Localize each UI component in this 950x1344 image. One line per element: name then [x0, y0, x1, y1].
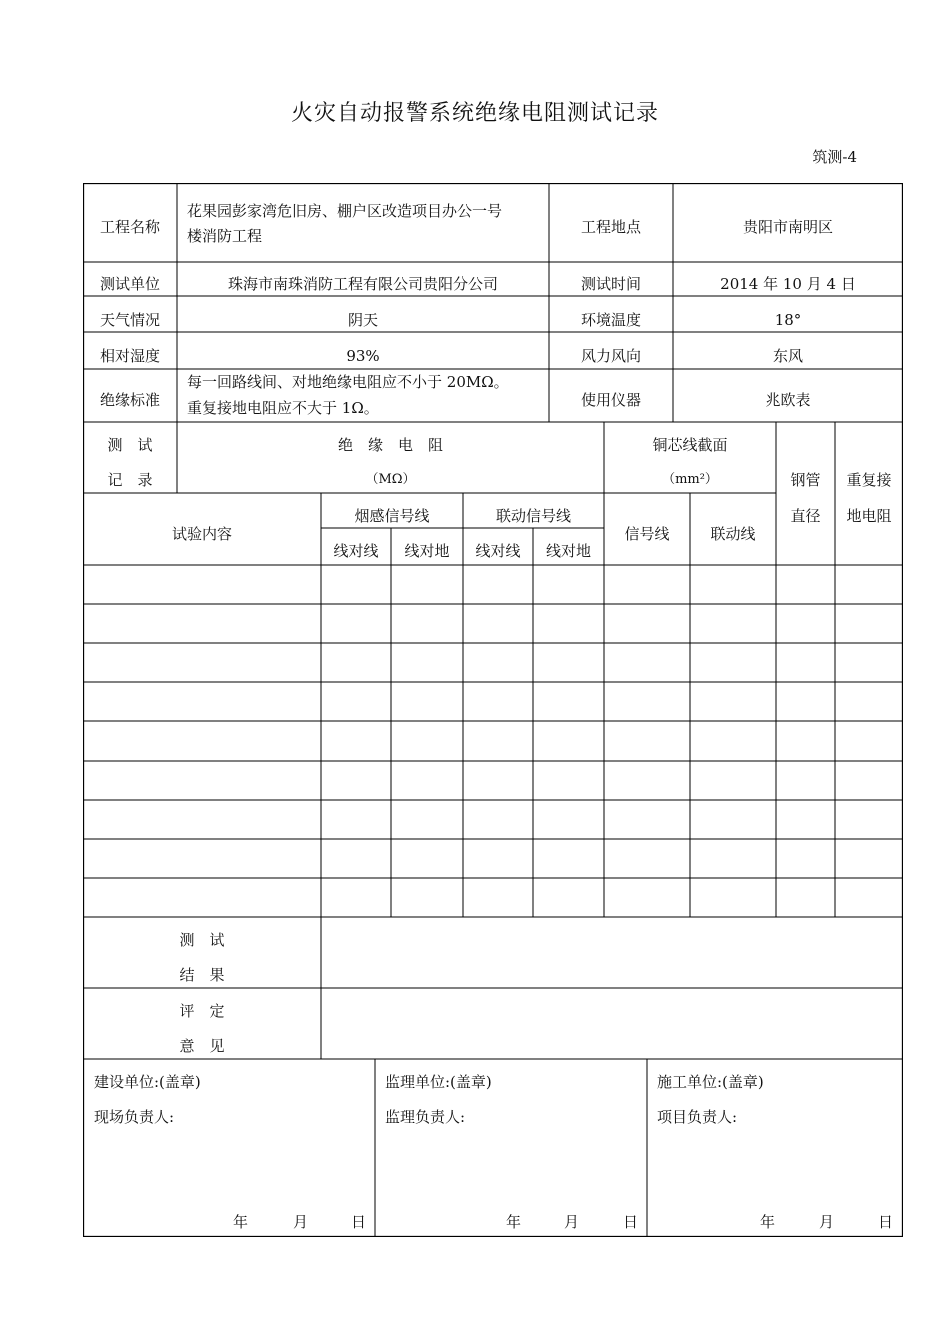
wind-label: 风力风向: [580, 347, 641, 365]
contractor-month: 月: [819, 1213, 835, 1231]
project-location-value: 贵阳市南明区: [742, 218, 833, 236]
test-unit-label: 测试单位: [99, 275, 160, 293]
smoke-line-to-line: 线对线: [333, 542, 379, 560]
link-line-to-line: 线对线: [475, 542, 521, 560]
link-line-to-ground: 线对地: [545, 542, 591, 560]
section-header: 铜芯线截面: [652, 436, 728, 454]
construction-unit-label: 建设单位:(盖章): [94, 1073, 201, 1091]
smoke-line-to-ground: 线对地: [404, 542, 450, 560]
contractor-day: 日: [878, 1213, 894, 1231]
test-time-label: 测试时间: [580, 275, 641, 293]
signal-line-header: 信号线: [624, 525, 670, 543]
wind-value: 东风: [772, 347, 803, 365]
link-signal-header: 联动信号线: [495, 507, 571, 525]
smoke-signal-header: 烟感信号线: [354, 507, 430, 525]
record-label-2: 记 录: [107, 471, 153, 489]
insulation-std-line2: 重复接地电阻应不大于 1Ω。: [187, 399, 379, 417]
humidity-label: 相对湿度: [99, 347, 160, 365]
project-location-label: 工程地点: [580, 218, 641, 236]
section-unit: （mm²）: [662, 472, 718, 487]
form-code: 筑测-4: [812, 148, 857, 166]
steel-pipe-label-2: 直径: [790, 507, 821, 525]
result-label-1: 测 试: [179, 931, 225, 949]
ground-res-label-2: 地电阻: [846, 507, 892, 525]
resistance-unit: （MΩ）: [365, 472, 416, 487]
weather-label: 天气情况: [99, 311, 160, 329]
table-grid: [83, 183, 903, 1237]
env-temp-value: 18°: [774, 311, 802, 329]
weather-value: 阴天: [347, 311, 378, 329]
opinion-label-2: 意 见: [179, 1037, 225, 1055]
supervision-person-label: 监理负责人:: [385, 1108, 466, 1126]
insulation-std-label: 绝缘标准: [99, 391, 160, 409]
project-name-line1: 花果园彭家湾危旧房、棚户区改造项目办公一号: [187, 202, 503, 220]
steel-pipe-label-1: 钢管: [790, 471, 821, 489]
resistance-header: 绝 缘 电 阻: [337, 436, 443, 454]
ground-res-label-1: 重复接: [846, 471, 892, 489]
contractor-person-label: 项目负责人:: [657, 1108, 738, 1126]
supervision-unit-label: 监理单位:(盖章): [385, 1073, 492, 1091]
construction-month: 月: [293, 1213, 309, 1231]
link-line-header: 联动线: [710, 525, 756, 543]
humidity-value: 93%: [346, 347, 380, 365]
test-content-header: 试验内容: [171, 525, 232, 543]
contractor-unit-label: 施工单位:(盖章): [657, 1073, 764, 1091]
project-name-line2: 楼消防工程: [187, 227, 263, 245]
instrument-value: 兆欧表: [765, 391, 811, 409]
insulation-std-line1: 每一回路线间、对地绝缘电阻应不小于 20MΩ。: [187, 373, 509, 391]
project-name-label: 工程名称: [99, 218, 160, 236]
test-time-value: 2014 年 10 月 4 日: [720, 275, 856, 293]
construction-person-label: 现场负责人:: [94, 1108, 175, 1126]
contractor-year: 年: [760, 1213, 776, 1231]
record-label-1: 测 试: [107, 436, 153, 454]
page-title: 火灾自动报警系统绝缘电阻测试记录: [290, 101, 659, 126]
supervision-month: 月: [564, 1213, 580, 1231]
construction-day: 日: [351, 1213, 367, 1231]
record-form: [83, 183, 903, 1237]
opinion-label-1: 评 定: [179, 1002, 225, 1020]
supervision-year: 年: [506, 1213, 522, 1231]
supervision-day: 日: [623, 1213, 639, 1231]
result-label-2: 结 果: [179, 966, 225, 984]
construction-year: 年: [233, 1213, 249, 1231]
instrument-label: 使用仪器: [580, 391, 641, 409]
env-temp-label: 环境温度: [580, 311, 641, 329]
test-unit-value: 珠海市南珠消防工程有限公司贵阳分公司: [227, 275, 498, 293]
